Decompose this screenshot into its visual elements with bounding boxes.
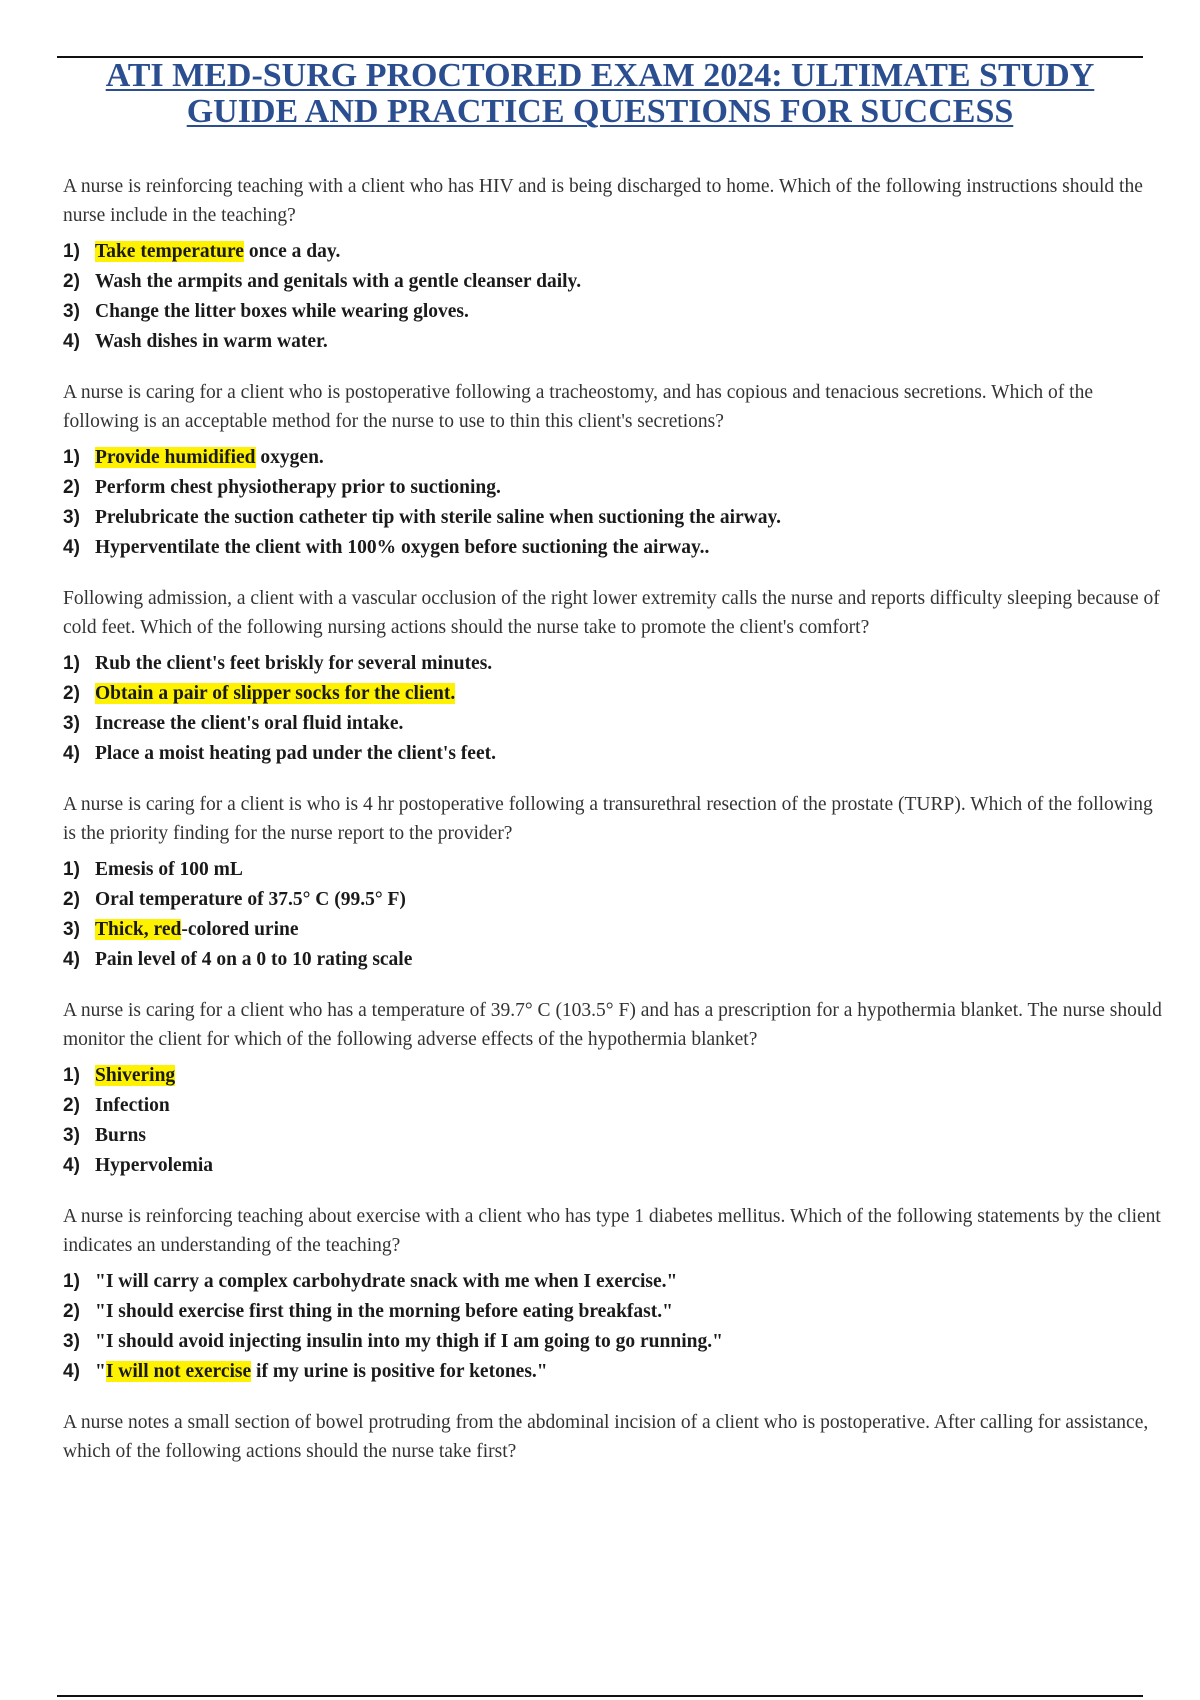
answer-option	[63, 503, 1163, 533]
answer-option	[63, 1091, 1163, 1121]
option-text: "I should exercise first thing in the morning before eating breakfast."	[95, 1301, 673, 1322]
option-number: 3)	[63, 1331, 80, 1352]
option-text: Perform chest physiotherapy prior to suctioning.	[95, 477, 501, 498]
option-number: 4)	[63, 331, 80, 352]
option-text: Rub the client's feet briskly for several minutes.	[95, 653, 493, 674]
question-block	[63, 790, 1163, 975]
option-text: Burns	[95, 1125, 146, 1146]
question-block	[63, 996, 1163, 1181]
answer-option	[63, 1297, 1163, 1327]
highlighted-answer: I will not exercise	[105, 1361, 252, 1382]
question-stem: A nurse notes a small section of bowel protruding from the abdominal incision of a client who is postoperative. After calling for assistance, which of the following actions should the nurse take first?	[63, 1412, 1149, 1462]
highlighted-answer: Provide humidified	[95, 447, 256, 468]
option-number: 4)	[63, 1155, 80, 1176]
option-text: "I should avoid injecting insulin into my thigh if I am going to go running."	[95, 1331, 723, 1352]
answer-option	[63, 237, 1163, 267]
document-title: ATI MED-SURG PROCTORED EXAM 2024: ULTIMATE STUDY GUIDE AND PRACTICE QUESTIONS FOR SUCCESS	[105, 57, 1095, 130]
question-block	[63, 1202, 1163, 1387]
option-text: Prelubricate the suction catheter tip with sterile saline when suctioning the airway.	[95, 507, 782, 528]
option-text-continued: once a day.	[243, 241, 341, 262]
answer-options	[63, 855, 1163, 975]
answer-option	[63, 267, 1163, 297]
answer-options	[63, 1061, 1163, 1181]
option-number: 4)	[63, 949, 80, 970]
option-number: 3)	[63, 713, 80, 734]
option-text: Change the litter boxes while wearing gloves.	[95, 301, 469, 322]
option-text: Wash the armpits and genitals with a gentle cleanser daily.	[95, 271, 582, 292]
question-stem: A nurse is reinforcing teaching with a client who has HIV and is being discharged to home. Which of the following instructions should the nurse include in the teaching?	[63, 176, 1143, 226]
option-number: 1)	[63, 447, 80, 468]
option-number: 2)	[63, 889, 80, 910]
answer-option	[63, 1061, 1163, 1091]
option-text-continued: oxygen.	[255, 447, 324, 468]
answer-option	[63, 739, 1163, 769]
option-number: 1)	[63, 1065, 80, 1086]
answer-option	[63, 649, 1163, 679]
answer-options	[63, 649, 1163, 769]
answer-options	[63, 1267, 1163, 1387]
question-list	[63, 172, 1163, 1487]
option-text-continued: -colored urine	[181, 919, 299, 940]
option-text: Pain level of 4 on a 0 to 10 rating scale	[95, 949, 413, 970]
option-number: 3)	[63, 507, 80, 528]
option-number: 2)	[63, 1301, 80, 1322]
question-stem: Following admission, a client with a vascular occlusion of the right lower extremity calls the nurse and reports difficulty sleeping because of cold feet. Which of the following nursing actions should the nurse take to promote the client's comfort?	[63, 588, 1160, 638]
answer-option	[63, 1151, 1163, 1181]
option-number: 2)	[63, 271, 80, 292]
option-text: Increase the client's oral fluid intake.	[95, 713, 404, 734]
highlighted-answer: Take temperature	[95, 241, 244, 262]
option-text: Emesis of 100 mL	[95, 859, 243, 880]
answer-options	[63, 237, 1163, 357]
question-stem: A nurse is caring for a client who has a temperature of 39.7° C (103.5° F) and has a prescription for a hypothermia blanket. The nurse should monitor the client for which of the following adverse effects of the hypothermia blanket?	[63, 1000, 1162, 1050]
question-stem: A nurse is reinforcing teaching about exercise with a client who has type 1 diabetes mellitus. Which of the following statements by the client indicates an understanding of the teaching?	[63, 1206, 1161, 1256]
option-number: 3)	[63, 919, 80, 940]
option-number: 2)	[63, 1095, 80, 1116]
option-number: 2)	[63, 683, 80, 704]
question-block	[63, 378, 1163, 563]
answer-option	[63, 443, 1163, 473]
answer-option	[63, 679, 1163, 709]
answer-option	[63, 855, 1163, 885]
option-number: 1)	[63, 1271, 80, 1292]
question-stem: A nurse is caring for a client who is postoperative following a tracheostomy, and has copious and tenacious secretions. Which of the following is an acceptable method for the nurse to use to thin this client's secretions?	[63, 382, 1093, 432]
option-text: Place a moist heating pad under the client's feet.	[95, 743, 496, 764]
answer-option	[63, 709, 1163, 739]
answer-option	[63, 1267, 1163, 1297]
option-number: 3)	[63, 1125, 80, 1146]
answer-option	[63, 945, 1163, 975]
question-block	[63, 172, 1163, 357]
option-text: Hyperventilate the client with 100% oxygen before suctioning the airway..	[95, 537, 710, 558]
highlighted-answer: Shivering	[95, 1065, 176, 1086]
question-block	[63, 584, 1163, 769]
option-text: Wash dishes in warm water.	[95, 331, 328, 352]
question-stem: A nurse is caring for a client is who is 4 hr postoperative following a transurethral resection of the prostate (TURP). Which of the following is the priority finding for the nurse report to the provider?	[63, 794, 1153, 844]
option-text: Hypervolemia	[95, 1155, 214, 1176]
option-number: 4)	[63, 743, 80, 764]
option-text: "	[95, 1361, 106, 1382]
option-number: 2)	[63, 477, 80, 498]
highlighted-answer: Thick, red	[95, 919, 182, 940]
answer-option	[63, 473, 1163, 503]
option-number: 1)	[63, 859, 80, 880]
answer-option	[63, 297, 1163, 327]
answer-option	[63, 327, 1163, 357]
option-number: 1)	[63, 653, 80, 674]
highlighted-answer: Obtain a pair of slipper socks for the client.	[95, 683, 456, 704]
option-text-continued: if my urine is positive for ketones."	[251, 1361, 548, 1382]
option-text: "I will carry a complex carbohydrate snack with me when I exercise."	[95, 1271, 678, 1292]
answer-option	[63, 885, 1163, 915]
option-text: Oral temperature of 37.5° C (99.5° F)	[95, 889, 406, 910]
option-number: 4)	[63, 1361, 80, 1382]
answer-option	[63, 1357, 1163, 1387]
option-number: 3)	[63, 301, 80, 322]
bottom-rule	[57, 1695, 1143, 1697]
answer-option	[63, 1121, 1163, 1151]
answer-option	[63, 533, 1163, 563]
option-number: 1)	[63, 241, 80, 262]
option-number: 4)	[63, 537, 80, 558]
answer-option	[63, 915, 1163, 945]
question-block	[63, 1408, 1163, 1466]
answer-option	[63, 1327, 1163, 1357]
option-text: Infection	[95, 1095, 170, 1116]
answer-options	[63, 443, 1163, 563]
